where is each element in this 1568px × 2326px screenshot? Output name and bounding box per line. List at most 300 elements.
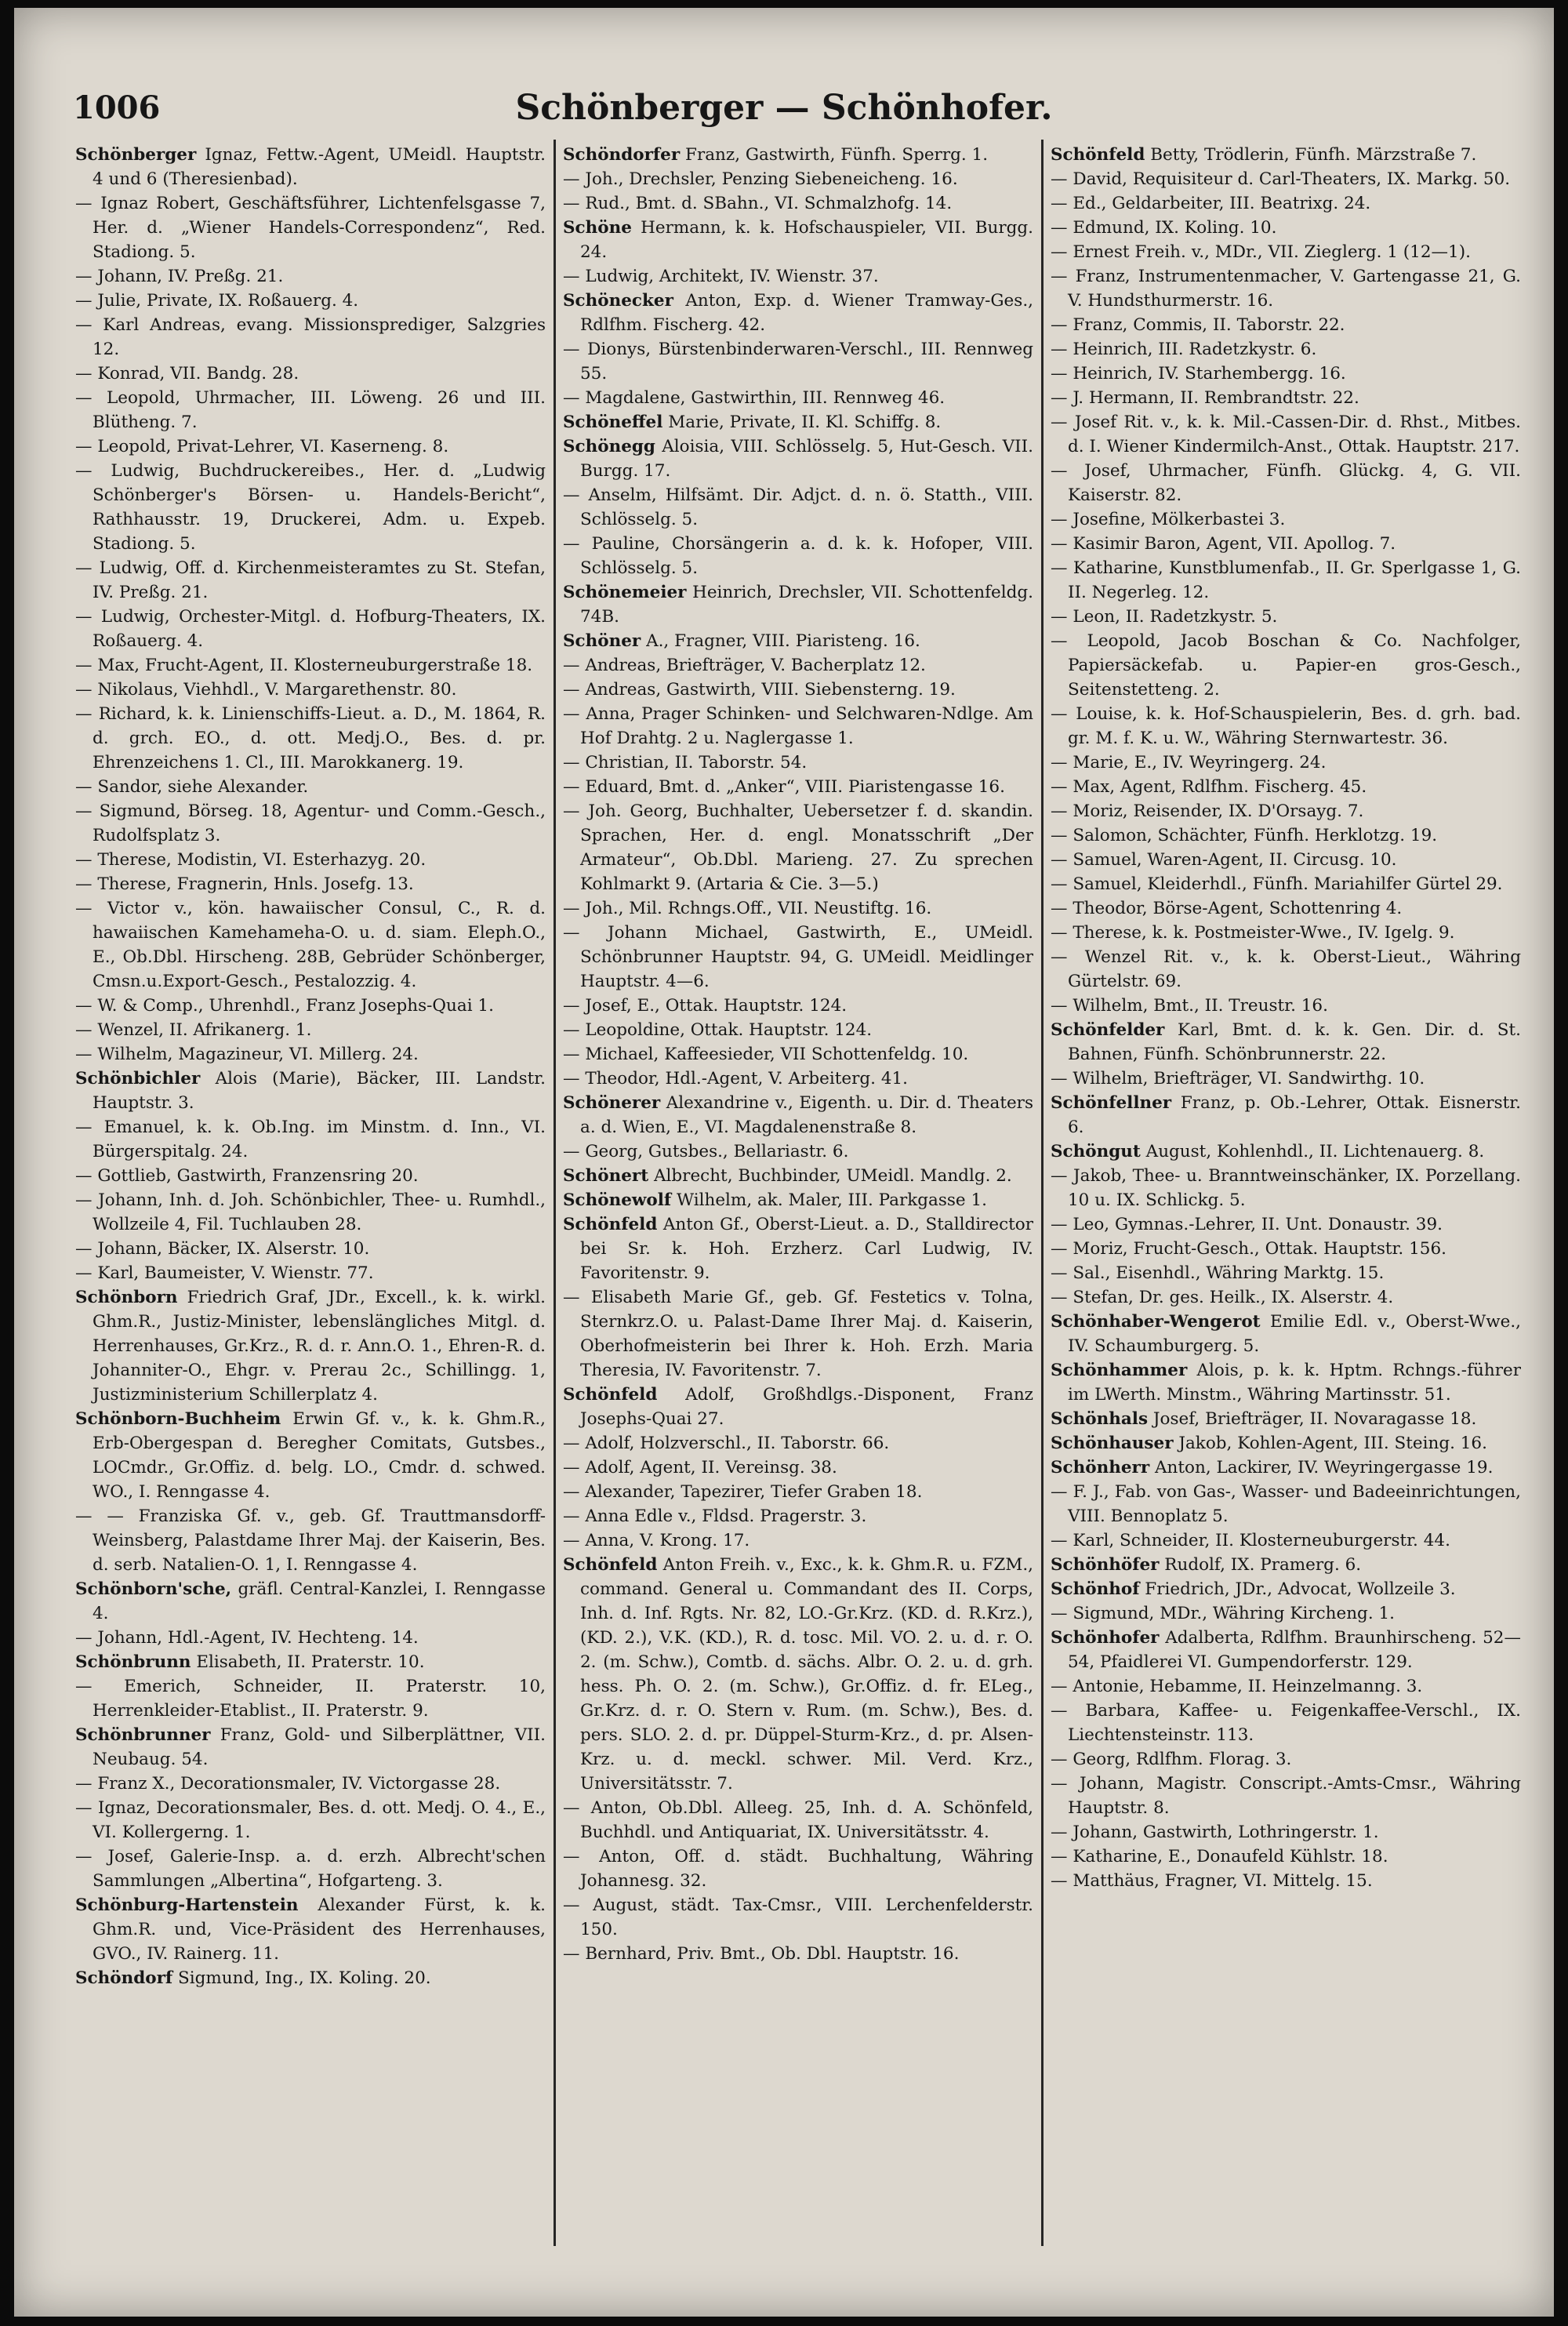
entry-text: — Victor v., kön. hawaiischer Consul, C., R. d. hawaiischen Kamehameha-O. u. d. siam. Eleph.O., E., Ob.Dbl. Hirscheng. 28B, Gebrüder Schönberger, Cmsn.u.Export-Gesch., Pestalozzig. 4. xyxy=(75,899,546,991)
entry-surname: Schöngut xyxy=(1051,1142,1141,1161)
directory-entry xyxy=(1051,750,1521,775)
entry-text: — Therese, k. k. Postmeister-Wwe., IV. Igelg. 9. xyxy=(1051,923,1455,943)
directory-entry xyxy=(1051,1358,1521,1407)
directory-entry xyxy=(75,1018,546,1042)
directory-entry xyxy=(1051,1261,1521,1285)
directory-entry xyxy=(1051,1310,1521,1358)
directory-entry xyxy=(563,1139,1033,1164)
entry-text: — Max, Agent, Rdlfhm. Fischerg. 45. xyxy=(1051,777,1367,797)
entry-text: — Eduard, Bmt. d. „Anker“, VIII. Piaristengasse 16. xyxy=(563,777,1005,797)
directory-entry xyxy=(563,629,1033,653)
directory-column-2 xyxy=(563,143,1033,2244)
directory-entry xyxy=(75,678,546,702)
directory-entry xyxy=(1051,1553,1521,1577)
entry-text: — Theodor, Börse-Agent, Schottenring 4. xyxy=(1051,899,1403,918)
directory-entry xyxy=(1051,872,1521,896)
directory-entry xyxy=(1051,848,1521,872)
directory-entry xyxy=(1051,629,1521,702)
entry-text: — Wenzel Rit. v., k. k. Oberst-Lieut., Währing Gürtelstr. 69. xyxy=(1051,947,1521,991)
directory-entry xyxy=(75,605,546,653)
directory-entry xyxy=(75,994,546,1018)
entry-text: — Adolf, Agent, II. Vereinsg. 38. xyxy=(563,1458,837,1477)
entry-text: — Anna, Prager Schinken- und Selchwaren-Ndlge. Am Hof Drahtg. 2 u. Naglergasse 1. xyxy=(563,704,1033,748)
entry-text: — Joh. Georg, Buchhalter, Uebersetzer f. d. skandin. Sprachen, Her. d. engl. Monatsschrift „Der Armateur“, Ob.Dbl. Marieng. 27. Zu sprechen Kohlmarkt 9. (Artaria & Cie. 3—5.) xyxy=(563,801,1033,894)
directory-entry xyxy=(563,799,1033,896)
directory-entry xyxy=(1051,994,1521,1018)
directory-entry xyxy=(75,1772,546,1796)
directory-entry xyxy=(563,1456,1033,1480)
directory-entry xyxy=(75,1893,546,1966)
entry-text: — Therese, Fragnerin, Hnls. Josefg. 13. xyxy=(75,874,414,894)
column-rule xyxy=(1041,140,1044,2246)
entry-surname: Schönhof xyxy=(1051,1579,1140,1599)
entry-text: — Wenzel, II. Afrikanerg. 1. xyxy=(75,1020,312,1040)
directory-entry xyxy=(563,1188,1033,1212)
directory-entry xyxy=(563,678,1033,702)
directory-entry xyxy=(1051,799,1521,823)
entry-text: Hermann, k. k. Hofschauspieler, VII. Burgg. 24. xyxy=(580,218,1033,262)
entry-surname: Schönhofer xyxy=(1051,1628,1160,1648)
entry-text: — Josefine, Mölkerbastei 3. xyxy=(1051,510,1286,529)
entry-text: — Leo, Gymnas.-Lehrer, II. Unt. Donaustr. 39. xyxy=(1051,1215,1443,1234)
entry-surname: Schöne xyxy=(563,218,632,238)
directory-entry xyxy=(563,1067,1033,1091)
directory-entry xyxy=(1051,313,1521,337)
directory-entry xyxy=(1051,896,1521,921)
entry-text: Anton, Exp. d. Wiener Tramway-Ges., Rdlfhm. Fischerg. 42. xyxy=(580,291,1033,335)
entry-surname: Schöner xyxy=(563,631,641,651)
directory-entry xyxy=(1051,823,1521,848)
directory-entry xyxy=(1051,1237,1521,1261)
entry-text: Franz, Gastwirth, Fünfh. Sperrg. 1. xyxy=(680,145,989,165)
directory-entry xyxy=(75,896,546,994)
entry-text: — Leon, II. Radetzkystr. 5. xyxy=(1051,607,1278,627)
entry-text: — Ernest Freih. v., MDr., VII. Zieglerg. 1 (12—1). xyxy=(1051,242,1471,262)
entry-text: Adalberta, Rdlfhm. Braunhirscheng. 52—54, Pfaidlerei VI. Gumpendorferstr. 129. xyxy=(1068,1628,1521,1672)
entry-text: — Karl Andreas, evang. Missionsprediger, Salzgries 12. xyxy=(75,315,546,359)
entry-text: — Johann Michael, Gastwirth, E., UMeidl. Schönbrunner Hauptstr. 94, G. UMeidl. Meidlinger Hauptstr. 4—6. xyxy=(563,923,1033,991)
entry-text: — Samuel, Kleiderhdl., Fünfh. Mariahilfer Gürtel 29. xyxy=(1051,874,1503,894)
entry-text: — Max, Frucht-Agent, II. Klosterneuburgerstraße 18. xyxy=(75,656,533,675)
directory-entry xyxy=(75,1504,546,1577)
directory-entry xyxy=(1051,775,1521,799)
directory-entry xyxy=(563,1431,1033,1456)
entry-text: — Samuel, Waren-Agent, II. Circusg. 10. xyxy=(1051,850,1397,870)
directory-entry xyxy=(563,1942,1033,1966)
directory-entry xyxy=(75,653,546,678)
directory-entry xyxy=(563,216,1033,264)
entry-text: — Johann, Bäcker, IX. Alserstr. 10. xyxy=(75,1239,370,1259)
entry-text: — Richard, k. k. Linienschiffs-Lieut. a. D., M. 1864, R. d. grch. EO., d. ott. Medj.O., Bes. d. pr. Ehrenzeichens 1. Cl., III. Marokkanerg. 19. xyxy=(75,704,546,772)
directory-entry xyxy=(1051,337,1521,362)
entry-text: Friedrich, JDr., Advocat, Wollzeile 3. xyxy=(1139,1579,1456,1599)
entry-surname: Schönburg-Hartenstein xyxy=(75,1895,299,1915)
directory-entry xyxy=(75,1261,546,1285)
entry-text: — Adolf, Holzverschl., II. Taborstr. 66. xyxy=(563,1434,890,1453)
entry-surname: Schöndorf xyxy=(75,1968,173,1988)
entry-text: — Theodor, Hdl.-Agent, V. Arbeiterg. 41. xyxy=(563,1069,909,1088)
entry-text: — August, städt. Tax-Cmsr., VIII. Lerchenfelderstr. 150. xyxy=(563,1895,1033,1939)
directory-entry xyxy=(1051,1674,1521,1699)
entry-text: — Moriz, Frucht-Gesch., Ottak. Hauptstr. 156. xyxy=(1051,1239,1446,1259)
directory-entry xyxy=(1051,702,1521,750)
entry-text: Marie, Private, II. Kl. Schiffg. 8. xyxy=(662,413,942,432)
directory-entry xyxy=(75,434,546,459)
directory-entry xyxy=(1051,264,1521,313)
entry-surname: Schönhammer xyxy=(1051,1361,1188,1380)
entry-text: Sigmund, Ing., IX. Koling. 20. xyxy=(172,1968,431,1988)
directory-entry xyxy=(563,167,1033,191)
directory-entry xyxy=(75,386,546,434)
entry-text: A., Fragner, VIII. Piaristeng. 16. xyxy=(641,631,920,651)
entry-text: Adolf, Großhdlgs.-Disponent, Franz Josephs-Quai 27. xyxy=(580,1385,1033,1429)
directory-entry xyxy=(75,362,546,386)
entry-text: Franz, p. Ob.-Lehrer, Ottak. Eisnerstr. 6. xyxy=(1068,1093,1521,1137)
entry-text: — Louise, k. k. Hof-Schauspielerin, Bes. d. grh. bad. gr. M. f. K. u. W., Währing Sternwartestr. 36. xyxy=(1051,704,1521,748)
entry-text: — Edmund, IX. Koling. 10. xyxy=(1051,218,1277,238)
entry-text: — Salomon, Schächter, Fünfh. Herklotzg. 19. xyxy=(1051,826,1438,845)
directory-entry xyxy=(1051,921,1521,945)
entry-surname: Schönborn'sche, xyxy=(75,1579,232,1599)
directory-entry xyxy=(563,191,1033,216)
entry-text: — Johann, Gastwirth, Lothringerstr. 1. xyxy=(1051,1823,1379,1842)
directory-entry xyxy=(563,702,1033,750)
directory-entry xyxy=(75,848,546,872)
directory-entry xyxy=(75,191,546,264)
directory-entry xyxy=(563,483,1033,532)
directory-entry xyxy=(563,1893,1033,1942)
entry-text: — Ludwig, Off. d. Kirchenmeisteramtes zu St. Stefan, IV. Preßg. 21. xyxy=(75,558,546,602)
entry-text: — Georg, Rdlfhm. Florag. 3. xyxy=(1051,1750,1292,1769)
entry-text: — Dionys, Bürstenbinderwaren-Verschl., III. Rennweg 55. xyxy=(563,340,1033,383)
entry-text: — Sigmund, Börseg. 18, Agentur- und Comm.-Gesch., Rudolfsplatz 3. xyxy=(75,801,546,845)
directory-entry xyxy=(1051,386,1521,410)
directory-entry xyxy=(563,1844,1033,1893)
directory-entry xyxy=(75,264,546,289)
directory-entry xyxy=(1051,143,1521,167)
entry-text: — W. & Comp., Uhrenhdl., Franz Josephs-Quai 1. xyxy=(75,996,494,1016)
entry-text: — Leopold, Uhrmacher, III. Löweng. 26 und III. Blütheng. 7. xyxy=(75,388,546,432)
entry-surname: Schönborn-Buchheim xyxy=(75,1409,281,1429)
directory-entry xyxy=(563,410,1033,434)
directory-entry xyxy=(75,775,546,799)
directory-entry xyxy=(75,702,546,775)
entry-surname: Schönert xyxy=(563,1166,649,1186)
entry-text: — Anna, V. Krong. 17. xyxy=(563,1531,750,1550)
entry-text: — Joh., Drechsler, Penzing Siebeneicheng. 16. xyxy=(563,169,958,189)
directory-entry xyxy=(563,1164,1033,1188)
entry-text: Betty, Trödlerin, Fünfh. Märzstraße 7. xyxy=(1145,145,1477,165)
entry-text: August, Kohlenhdl., II. Lichtenauerg. 8. xyxy=(1140,1142,1485,1161)
entry-text: — Gottlieb, Gastwirth, Franzensring 20. xyxy=(75,1166,419,1186)
column-rule xyxy=(554,140,556,2246)
entry-text: — Katharine, Kunstblumenfab., II. Gr. Sperlgasse 1, G. II. Negerleg. 12. xyxy=(1051,558,1521,602)
entry-text: Erwin Gf. v., k. k. Ghm.R., Erb-Obergespan d. Beregher Comitats, Gutsbes., LOCmdr., Gr.Offiz. d. belg. LO., Cmdr. d. schwed. WO., I. Renngasse 4. xyxy=(93,1409,546,1502)
directory-entry xyxy=(1051,1528,1521,1553)
directory-column-1 xyxy=(75,143,546,2244)
directory-entry xyxy=(75,872,546,896)
entry-text: — Therese, Modistin, VI. Esterhazyg. 20. xyxy=(75,850,426,870)
entry-surname: Schönfeld xyxy=(563,1555,658,1575)
entry-text: Heinrich, Drechsler, VII. Schottenfeldg. 74B. xyxy=(580,583,1033,627)
entry-text: — Wilhelm, Magazineur, VI. Millerg. 24. xyxy=(75,1045,419,1064)
entry-text: — Emerich, Schneider, II. Praterstr. 10, Herrenkleider-Etablist., II. Praterstr. 9. xyxy=(75,1677,546,1721)
directory-entry xyxy=(1051,1431,1521,1456)
directory-entry xyxy=(75,1067,546,1115)
entry-text: — Nikolaus, Viehhdl., V. Margarethenstr. 80. xyxy=(75,680,457,700)
entry-text: — Johann, Hdl.-Agent, IV. Hechteng. 14. xyxy=(75,1628,419,1648)
entry-surname: Schönecker xyxy=(563,291,673,311)
entry-text: — Andreas, Gastwirth, VIII. Siebensterng. 19. xyxy=(563,680,956,700)
entry-text: — Anna Edle v., Fldsd. Pragerstr. 3. xyxy=(563,1506,867,1526)
entry-surname: Schönhauser xyxy=(1051,1434,1174,1453)
directory-entry xyxy=(75,289,546,313)
directory-entry xyxy=(1051,945,1521,994)
directory-entry xyxy=(1051,1480,1521,1528)
entry-text: — Pauline, Chorsängerin a. d. k. k. Hofoper, VIII. Schlösselg. 5. xyxy=(563,534,1033,578)
directory-entry xyxy=(1051,1407,1521,1431)
directory-entry xyxy=(563,289,1033,337)
entry-surname: Schönfeld xyxy=(563,1385,658,1405)
directory-entry xyxy=(563,1480,1033,1504)
directory-entry xyxy=(563,386,1033,410)
entry-text: — Johann, Inh. d. Joh. Schönbichler, Thee- u. Rumhdl., Wollzeile 4, Fil. Tuchlauben 28. xyxy=(75,1190,546,1234)
entry-text: Alois, p. k. k. Hptm. Rchngs.-führer im LWerth. Minstm., Währing Martinsstr. 51. xyxy=(1068,1361,1521,1405)
directory-entry xyxy=(563,1042,1033,1067)
entry-text: Aloisia, VIII. Schlösselg. 5, Hut-Gesch. VII. Burgg. 17. xyxy=(580,437,1033,481)
directory-entry xyxy=(563,750,1033,775)
entry-text: — Ed., Geldarbeiter, III. Beatrixg. 24. xyxy=(1051,194,1371,213)
entry-text: Albrecht, Buchbinder, UMeidl. Mandlg. 2. xyxy=(648,1166,1012,1186)
entry-text: — Leopoldine, Ottak. Hauptstr. 124. xyxy=(563,1020,873,1040)
directory-entry xyxy=(75,1042,546,1067)
entry-text: — Joh., Mil. Rchngs.Off., VII. Neustiftg. 16. xyxy=(563,899,932,918)
directory-entry xyxy=(1051,1699,1521,1747)
entry-text: — — Franziska Gf. v., geb. Gf. Trauttmansdorff-Weinsberg, Palastdame Ihrer Maj. der Kaiserin, Bes. d. serb. Natalien-O. 1, I. Renngasse 4. xyxy=(75,1506,546,1575)
directory-entry xyxy=(1051,532,1521,556)
directory-entry xyxy=(1051,1772,1521,1820)
entry-text: — Leopold, Privat-Lehrer, VI. Kaserneng. 8. xyxy=(75,437,449,456)
directory-entry xyxy=(563,264,1033,289)
entry-surname: Schönfeld xyxy=(563,1215,658,1234)
directory-entry xyxy=(1051,459,1521,507)
entry-surname: Schöneffel xyxy=(563,413,663,432)
entry-text: — F. J., Fab. von Gas-, Wasser- und Badeeinrichtungen, VIII. Bennoplatz 5. xyxy=(1051,1482,1521,1526)
directory-entry xyxy=(563,1018,1033,1042)
directory-entry xyxy=(563,1553,1033,1796)
directory-entry xyxy=(563,1383,1033,1431)
entry-text: Wilhelm, ak. Maler, III. Parkgasse 1. xyxy=(671,1190,988,1210)
entry-surname: Schönbrunn xyxy=(75,1652,191,1672)
directory-entry xyxy=(1051,507,1521,532)
entry-surname: Schönhaber-Wengerot xyxy=(1051,1312,1261,1332)
directory-entry xyxy=(1051,1844,1521,1869)
entry-text: — Wilhelm, Bmt., II. Treustr. 16. xyxy=(1051,996,1328,1016)
entry-text: — Antonie, Hebamme, II. Heinzelmanng. 3. xyxy=(1051,1677,1423,1696)
directory-entry xyxy=(75,1164,546,1188)
directory-entry xyxy=(75,1723,546,1772)
directory-entry xyxy=(75,1674,546,1723)
entry-text: Josef, Briefträger, II. Novaragasse 18. xyxy=(1148,1409,1477,1429)
entry-text: Anton, Lackirer, IV. Weyringergasse 19. xyxy=(1149,1458,1494,1477)
directory-entry xyxy=(1051,1067,1521,1091)
entry-surname: Schönbichler xyxy=(75,1069,201,1088)
entry-text: — Franz X., Decorationsmaler, IV. Victorgasse 28. xyxy=(75,1774,501,1794)
entry-text: — Marie, E., IV. Weyringerg. 24. xyxy=(1051,753,1327,772)
entry-text: — Franz, Instrumentenmacher, V. Gartengasse 21, G. V. Hundsthurmerstr. 16. xyxy=(1051,267,1521,311)
directory-entry xyxy=(1051,1626,1521,1674)
directory-entry xyxy=(1051,410,1521,459)
entry-text: — Ludwig, Architekt, IV. Wienstr. 37. xyxy=(563,267,879,286)
entry-text: Alois (Marie), Bäcker, III. Landstr. Hauptstr. 3. xyxy=(93,1069,546,1113)
entry-text: — Georg, Gutsbes., Bellariastr. 6. xyxy=(563,1142,849,1161)
entry-text: Rudolf, IX. Pramerg. 6. xyxy=(1159,1555,1362,1575)
directory-entry xyxy=(75,799,546,848)
entry-text: — Moriz, Reisender, IX. D'Orsayg. 7. xyxy=(1051,801,1364,821)
entry-text: — Ignaz, Decorationsmaler, Bes. d. ott. Medj. O. 4., E., VI. Kollergerng. 1. xyxy=(75,1798,546,1842)
entry-text: — Anselm, Hilfsämt. Dir. Adjct. d. n. ö. Statth., VIII. Schlösselg. 5. xyxy=(563,485,1033,529)
entry-text: — Franz, Commis, II. Taborstr. 22. xyxy=(1051,315,1345,335)
directory-entry xyxy=(75,1237,546,1261)
entry-text: — Karl, Schneider, II. Klosterneuburgerstr. 44. xyxy=(1051,1531,1450,1550)
entry-text: — Bernhard, Priv. Bmt., Ob. Dbl. Hauptstr. 16. xyxy=(563,1944,960,1964)
entry-text: — Sigmund, MDr., Währing Kircheng. 1. xyxy=(1051,1604,1395,1623)
directory-entry xyxy=(1051,1285,1521,1310)
directory-entry xyxy=(563,1285,1033,1383)
entry-text: Franz, Gold- und Silberplättner, VII. Neubaug. 54. xyxy=(93,1725,546,1769)
directory-entry xyxy=(563,1796,1033,1844)
directory-entry xyxy=(1051,167,1521,191)
directory-entry xyxy=(563,994,1033,1018)
directory-entry xyxy=(1051,240,1521,264)
entry-text: — Josef, Galerie-Insp. a. d. erzh. Albrecht'schen Sammlungen „Albertina“, Hofgarteng. 3. xyxy=(75,1847,546,1891)
entry-text: — Michael, Kaffeesieder, VII Schottenfeldg. 10. xyxy=(563,1045,969,1064)
entry-surname: Schönberger xyxy=(75,145,197,165)
directory-entry xyxy=(75,1407,546,1504)
entry-text: Jakob, Kohlen-Agent, III. Steing. 16. xyxy=(1173,1434,1487,1453)
directory-entry xyxy=(563,580,1033,629)
entry-text: — Konrad, VII. Bandg. 28. xyxy=(75,364,299,383)
entry-text: — Magdalene, Gastwirthin, III. Rennweg 46. xyxy=(563,388,946,408)
entry-surname: Schönerer xyxy=(563,1093,661,1113)
entry-text: Ignaz, Fettw.-Agent, UMeidl. Hauptstr. 4 und 6 (Theresienbad). xyxy=(93,145,546,189)
directory-entry xyxy=(1051,362,1521,386)
entry-text: — Karl, Baumeister, V. Wienstr. 77. xyxy=(75,1263,374,1283)
directory-entry xyxy=(1051,1456,1521,1480)
entry-text: — Alexander, Tapezirer, Tiefer Graben 18. xyxy=(563,1482,923,1502)
directory-entry xyxy=(75,1844,546,1893)
entry-text: — David, Requisiteur d. Carl-Theaters, IX. Markg. 50. xyxy=(1051,169,1511,189)
entry-text: Alexandrine v., Eigenth. u. Dir. d. Theaters a. d. Wien, E., VI. Magdalenenstraße 8. xyxy=(580,1093,1033,1137)
entry-text: — Sal., Eisenhdl., Währing Marktg. 15. xyxy=(1051,1263,1385,1283)
entry-surname: Schöndorfer xyxy=(563,145,681,165)
entry-text: — Kasimir Baron, Agent, VII. Apollog. 7. xyxy=(1051,534,1396,554)
directory-entry xyxy=(563,653,1033,678)
entry-text: — Wilhelm, Briefträger, VI. Sandwirthg. 10. xyxy=(1051,1069,1425,1088)
entry-text: — Barbara, Kaffee- u. Feigenkaffee-Verschl., IX. Liechtensteinstr. 113. xyxy=(1051,1701,1521,1745)
directory-entry xyxy=(75,1115,546,1164)
entry-surname: Schönfeld xyxy=(1051,145,1145,165)
entry-surname: Schönhöfer xyxy=(1051,1555,1160,1575)
directory-entry xyxy=(1051,216,1521,240)
directory-column-3 xyxy=(1051,143,1521,2244)
entry-surname: Schönfellner xyxy=(1051,1093,1172,1113)
entry-text: Friedrich Graf, JDr., Excell., k. k. wirkl. Ghm.R., Justiz-Minister, lebenslängliches Mitgl. d. Herrenhauses, Gr.Krz., R. d. r. Ann.O. 1., Ehren-R. d. Johanniter-O., Ehgr. v. Prerau 2c., Schillingg. 1, Justizministerium Schillerplatz 4. xyxy=(93,1288,546,1405)
directory-entry xyxy=(1051,1139,1521,1164)
directory-entry xyxy=(75,1285,546,1407)
directory-entry xyxy=(1051,1820,1521,1844)
entry-surname: Schönemeier xyxy=(563,583,687,602)
entry-surname: Schönherr xyxy=(1051,1458,1150,1477)
directory-entry xyxy=(75,1796,546,1844)
entry-text: — Anton, Ob.Dbl. Alleeg. 25, Inh. d. A. Schönfeld, Buchhdl. und Antiquariat, IX. Universitätsstr. 4. xyxy=(563,1798,1033,1842)
entry-text: — Jakob, Thee- u. Branntweinschänker, IX. Porzellang. 10 u. IX. Schlickg. 5. xyxy=(1051,1166,1521,1210)
entry-text: — Ludwig, Orchester-Mitgl. d. Hofburg-Theaters, IX. Roßauerg. 4. xyxy=(75,607,546,651)
running-title: Schönberger — Schönhofer. xyxy=(515,88,1053,128)
directory-entry xyxy=(75,143,546,191)
entry-text: — Heinrich, IV. Starhembergg. 16. xyxy=(1051,364,1346,383)
entry-text: — Emanuel, k. k. Ob.Ing. im Minstm. d. Inn., VI. Bürgerspitalg. 24. xyxy=(75,1118,546,1161)
directory-entry xyxy=(75,459,546,556)
entry-surname: Schönborn xyxy=(75,1288,178,1307)
page-header xyxy=(14,8,1554,128)
entry-text: Anton Gf., Oberst-Lieut. a. D., Stalldirector bei Sr. k. Hoh. Erzherz. Carl Ludwig, IV. Favoritenstr. 9. xyxy=(580,1215,1033,1283)
page-number: 1006 xyxy=(73,89,161,126)
directory-entry xyxy=(1051,1747,1521,1772)
entry-text: — Christian, II. Taborstr. 54. xyxy=(563,753,808,772)
directory-entry xyxy=(563,921,1033,994)
directory-entry xyxy=(1051,1601,1521,1626)
directory-entry xyxy=(563,1528,1033,1553)
entry-text: Anton Freih. v., Exc., k. k. Ghm.R. u. FZM., command. General u. Commandant des II. Corps, Inh. d. Inf. Rgts. Nr. 82, LO.-Gr.Krz. (KD. d. R.Krz.), (KD. 2.), V.K. (KD.), R. d. tosc. Mil. VO. 2. u. d. r. O. 2. (m. Schw.), Comtb. d. sächs. Albr. O. 2. u. d. grh. hess. Ph. O. 2. (m. Schw.), Gr.Offiz. d. fr. ELeg., Gr.Krz. d. r. O. Stern v. Rum. (m. Schw.), Bes. d. pers. SLO. 2. d. pr. Düppel-Sturm-Krz., d. pr. Alsen-Krz. u. d. meckl. schwer. Mil. Verd. Krz., Universitätsstr. 7. xyxy=(580,1555,1033,1794)
directory-entry xyxy=(75,1577,546,1626)
directory-entry xyxy=(563,532,1033,580)
directory-entry xyxy=(563,1504,1033,1528)
directory-entry xyxy=(75,1626,546,1650)
directory-entry xyxy=(563,1212,1033,1285)
entry-text: — Ludwig, Buchdruckereibes., Her. d. „Ludwig Schönberger's Börsen- u. Handels-Bericht“, Rathhausstr. 19, Druckerei, Adm. u. Expeb. Stadiong. 5. xyxy=(75,461,546,554)
directory-entry xyxy=(563,434,1033,483)
directory-entry xyxy=(1051,1577,1521,1601)
directory-entry xyxy=(1051,1091,1521,1139)
entry-text: — Julie, Private, IX. Roßauerg. 4. xyxy=(75,291,359,311)
directory-entry xyxy=(75,1188,546,1237)
directory-entry xyxy=(563,775,1033,799)
directory-entry xyxy=(75,1966,546,1990)
directory-entry xyxy=(1051,1869,1521,1893)
entry-text: — Anton, Off. d. städt. Buchhaltung, Währing Johannesg. 32. xyxy=(563,1847,1033,1891)
entry-text: — Josef, E., Ottak. Hauptstr. 124. xyxy=(563,996,848,1016)
entry-surname: Schönbrunner xyxy=(75,1725,211,1745)
entry-text: gräfl. Central-Kanzlei, I. Renngasse 4. xyxy=(93,1579,546,1623)
directory-entry xyxy=(1051,1212,1521,1237)
directory-page xyxy=(14,8,1554,2317)
directory-entry xyxy=(75,1650,546,1674)
entry-text: Alexander Fürst, k. k. Ghm.R. und, Vice-Präsident des Herrenhauses, GVO., IV. Rainerg. 11. xyxy=(93,1895,546,1964)
entry-text: Emilie Edl. v., Oberst-Wwe., IV. Schaumburgerg. 5. xyxy=(1068,1312,1521,1356)
entry-text: — Josef Rit. v., k. k. Mil.-Cassen-Dir. d. Rhst., Mitbes. d. I. Wiener Kindermilch-Anst., Ottak. Hauptstr. 217. xyxy=(1051,413,1521,456)
entry-text: — Elisabeth Marie Gf., geb. Gf. Festetics v. Tolna, Sternkrz.O. u. Palast-Dame Ihrer Maj. d. Kaiserin, Oberhofmeisterin bei Ihrer k. Hoh. Erzh. Maria Theresia, IV. Favoritenstr. 7. xyxy=(563,1288,1033,1380)
directory-entry xyxy=(1051,191,1521,216)
directory-entry xyxy=(1051,1018,1521,1067)
entry-surname: Schönewolf xyxy=(563,1190,672,1210)
directory-entry xyxy=(563,143,1033,167)
entry-text: — Ignaz Robert, Geschäftsführer, Lichtenfelsgasse 7, Her. d. „Wiener Handels-Correspondenz“, Red. Stadiong. 5. xyxy=(75,194,546,262)
directory-entry xyxy=(1051,556,1521,605)
entry-text: — Katharine, E., Donaufeld Kühlstr. 18. xyxy=(1051,1847,1388,1866)
entry-text: — Sandor, siehe Alexander. xyxy=(75,777,309,797)
directory-entry xyxy=(75,313,546,362)
